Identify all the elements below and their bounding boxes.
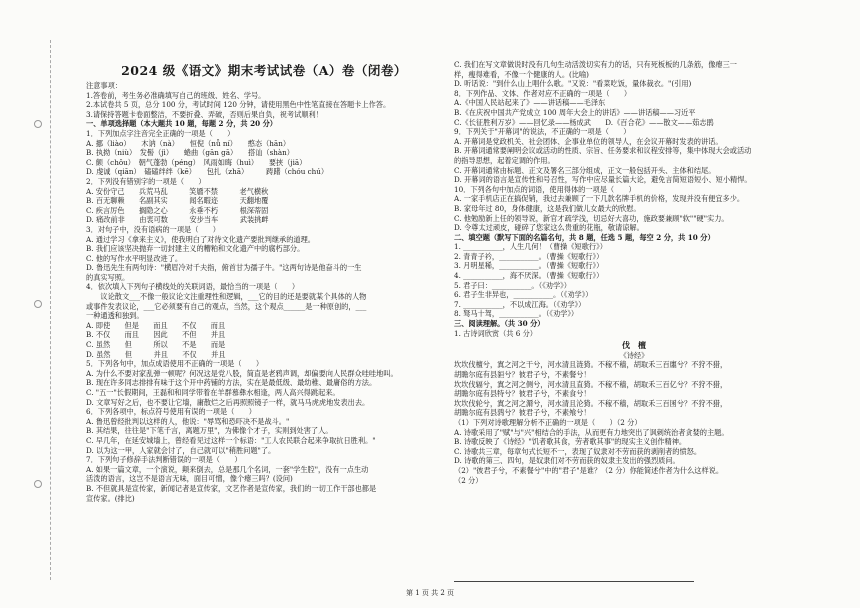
text-line: C. 早几年，在延安城墙上，曾经看见过这样一个标语："工人农民联合起来争取抗日胜利。" [86, 435, 376, 445]
text-line: C. 他的写作水平明显改进了。 [86, 253, 183, 263]
binding-hole [34, 480, 42, 488]
poem-title: 伐 檀 [622, 340, 646, 351]
text-line: C. 诗歌共三章，每章句式长短不一，表现了奴隶对不劳而获的剥削者的愤怒。 [454, 446, 702, 456]
text-line: 或事件发表议论，___它必须要有自己的观点，当然，这个观点______是一种原创的，___ [86, 301, 367, 311]
text-line: A. 鲁迅曾经批判以这样的人，他说："辱骂和恐吓决不是战斗。" [86, 416, 290, 426]
text-line: 2. 青青子衿，___________。（曹操《短歌行》） [454, 251, 604, 261]
text-line: 5．下列各句中，加点成语使用不正确的一项是（ ） [86, 359, 264, 369]
text-line: D. 听话说："到什么山上唱什么歌。"又说："看菜吃饭，量体裁衣。"(引用) [454, 79, 692, 89]
text-line: 8. 驽马十驾，___________。（《劝学》） [454, 309, 579, 319]
text-line: B. 开幕词通常要阐明会议或活动的性质、宗旨、任务要求和议程安排等，集中体现大会或活动 [454, 146, 752, 156]
text-line: B. 诗歌反映了《诗经》"饥者歌其食，劳者歌其事"的现实主义创作精神。 [454, 437, 687, 447]
text-line: 10．下列各句中加点的词语，使用得体的一项是（ ） [454, 184, 636, 194]
text-line: B. 不仅 而且 因此 不但 并且 [86, 330, 226, 340]
poem-source: 《诗经》 [619, 350, 649, 360]
text-line: C. 我们在写文章做说时没有几句生动活泼切实有力的话，只有死板板的几条筋，像瘪三一 [454, 60, 737, 69]
text-line: 1.答卷前，考生务必准确填写自己的班级、姓名、学号。 [86, 90, 266, 100]
text-line: 宣传家。(排比) [86, 493, 135, 503]
text-line: C. 他勉励新上任的领导说，新官才疏学浅，切忌好大喜功，施政要兼顾"软""硬"实力。 [454, 213, 729, 223]
text-line: 6．下列各项中，标点符号使用有误的一项是（ ） [86, 407, 256, 417]
text-line: 的指导思想，起着定调的作用。 [454, 155, 555, 165]
text-line: D. 文章写好之后，也不要让它墙，庸散烂之后再照照镜子一样，就马马虎虎地发表出去。 [86, 397, 370, 407]
text-line: 6. 君子生非异也，___________。（《劝学》） [454, 290, 593, 300]
text-line: 5. 君子曰：___________。（《劝学》） [454, 280, 571, 290]
text-line: A. 为什么不要对家乱弹一顿呢？何况这是党八股，简直是老鸦声调，却偏要向人民群众哇哇地叫。 [86, 368, 398, 378]
text-line: B. 家母年过 80，身体健康，这是我们做儿女最大的欣慰。 [454, 203, 641, 213]
text-line: 3.请保持答题卡卷面整洁，不要折叠、弄破，否则后果自负，祝考试顺利！ [86, 109, 323, 119]
text-line: C. 颇（chǒu） 朝气蓬勃（péng） 风雨如晦（huì） 要挟（jiā） [86, 157, 307, 167]
text-line: C. 疾言厉色 搁隐之心 永垂不朽 根深蒂固 [86, 205, 269, 215]
text-line: A. 诗歌采用了"赋"与"兴"相结合的手法，从而更有力地突出了讽刺统治者贪婪的主题。 [454, 427, 729, 437]
text-line: （2 分） [454, 475, 483, 485]
text-line: 注意事项： [86, 81, 122, 90]
binding-line [50, 40, 51, 580]
text-line: 坎坎伐辐兮，寘之河之侧兮，河水清且直猗。不稼不穑，胡取禾三百亿兮？不狩不猎， [454, 379, 728, 389]
text-line: 1. 古诗词欣赏（共 6 分） [454, 328, 537, 338]
text-line: 样，瘦得难看，不像一个健康的人。(比喻) [454, 69, 589, 79]
page-footer: 第 1 页 共 2 页 [405, 589, 455, 597]
text-line: （1）下列对诗歌理解分析不正确的一项是（ ）（2 分） [454, 417, 642, 427]
text-line: 1．下列加点字注音完全正确的一项是（ ） [86, 128, 235, 138]
text-line: D. 以为这一甲，人家就会讨了，自己就可以"稍胜问题"了。 [86, 445, 276, 455]
text-line: D. 令尊太过顽皮，碰碎了您家这么贵重的花瓶，敬请谅解。 [454, 223, 644, 233]
text-line: B. 执拗（niù） 发髻（jì） 蜷曲（gān gā） 搭讪（shàn） [86, 148, 294, 158]
text-line: 的真实写照。 [86, 272, 130, 282]
text-line: 4．依次填入下列句子横线处的关联词语，最恰当的一项是（ ） [86, 282, 300, 292]
text-line: B. 百无聊赖 名副其实 闻名暇迩 天翻地覆 [86, 196, 269, 206]
text-line: A. 即使 但是 而且 不仅 而且 [86, 320, 226, 330]
text-line: C. 虽然 但 所以 不是 而是 [86, 340, 226, 350]
text-line: 2．下列没有错别字的一项是（ ） [86, 176, 206, 186]
text-line: A. 挪（liào） 木讷（nà） 恒倪（nǚ ní） 憨态（hān） [86, 138, 291, 148]
binding-hole [34, 300, 42, 308]
text-line: C. 开幕词通常由标题、正文及署名三部分组成，正文一般包括开头、主体和结尾。 [454, 165, 716, 175]
left-text-block [86, 81, 442, 503]
text-line: D. 虽然 但 并且 不仅 并且 [86, 349, 226, 359]
text-line: B. 不但就具是宣传家，新闻记者是宣传家，文艺作者是宣传家，我们的一切工作干部也都是 [86, 483, 377, 493]
text-line: A. 通过学习《拿来主义》，使我明白了对待文化遗产要批判继承的道理。 [86, 234, 315, 244]
text-line: （2）"彼君子兮，不素餐兮"中的"君子"是谁？（2 分）你能简述作者为什么这样说。 [454, 465, 724, 475]
text-line: D. 痛改前非 由衷可数 安步当车 武装挑衅 [86, 215, 269, 225]
text-line: 三、阅读理解。（共 30 分） [454, 319, 545, 329]
text-line: D. 诗歌的第三、四句，是奴隶们对不劳而获的奴隶主发出的强烈质问。 [454, 456, 680, 466]
text-line: A. 安份守己 兵荒马乱 笑靥不禁 老气横秋 [86, 186, 269, 196]
text-line: 4. ___________，海不厌深。（曹操《短歌行》） [454, 271, 604, 281]
answer-line [454, 581, 694, 582]
text-line: D. 虔诚（qiān） 磕磕绊绊（kē） 包扎（zhā） 踌躇（chóu chú） [86, 167, 329, 177]
text-line: B.《在庆祝中国共产党成立 100 周年大会上的讲话》——讲话稿——习近平 [454, 107, 696, 117]
text-line: 胡瞻尔庭有县特兮？彼君子兮，不素食兮！ [454, 389, 591, 399]
text-line: C. "五一"长假期间，王磊和和同学带着在羊群慕彝水相逢，两人高兴得跳起来。 [86, 388, 340, 397]
left-column [86, 62, 442, 503]
text-line: D. 鲁迅先生有两句诗："横眉冷对千夫指，俯首甘为孺子牛。"这两句诗是他奋斗的一生 [86, 263, 362, 273]
text-line: 3. 月明星稀，___________。（曹操《短歌行》） [454, 261, 604, 271]
text-line: 活泼的语言，这岂不是语言无味，面目可憎，像个瘪三吗？(设问) [86, 474, 293, 484]
text-line: 9．下列关于"开幕词"的说法，不正确的一项是（ ） [454, 127, 631, 137]
text-line: C.《长征胜利万岁》——回忆录——杨成武 D.《百合花》——散文——茹志鹃 [454, 117, 714, 127]
exam-title: 2024 级《语文》期末考试试卷（A）卷（闭卷） [121, 63, 407, 78]
text-line: B. 我们应该坚决抛弃一切封建主义的糟粕和文化遗产中的腐朽部分。 [86, 244, 305, 254]
text-line: B. 其结果，往往是"下笔千言，离题万里"，为佛像个才子，实则到处害了人。 [86, 426, 333, 436]
text-line: 7. ___________，不以成江海。（《劝学》） [454, 299, 586, 309]
text-line: 二、填空题（默写下面的名篇名句，共 8 题，任选 5 题，每空 2 分，共 10 分） [454, 232, 715, 242]
right-column [454, 60, 814, 485]
right-text-block [454, 60, 814, 338]
text-line: B. 现在许多同志排排有味于这个开中药铺的方法，实在是最低级、最幼稚、最庸俗的方法。 [86, 378, 377, 388]
text-line: A. 一家手机店正在搞促销，我过去兼顾了一下几款名牌手机的价格，发现并没有便宜多少。 [454, 194, 745, 204]
text-line: 3．对句子中，没有语病的一项是（ ） [86, 224, 220, 234]
text-line: 坎坎伐檀兮，寘之河之干兮，河水清且涟猗。不稼不穑，胡取禾三百廛兮？不狩不猎， [454, 360, 728, 370]
binding-hole [34, 120, 42, 128]
text-line: A.《中国人民站起来了》——讲话稿——毛泽东 [454, 98, 606, 108]
text-line: 2.本试卷共 5 页，总分 100 分，考试时间 120 分钟，请使用黑色中性笔直接在答题卡上作答。 [86, 100, 391, 110]
text-line: 一种通透和独到。 [86, 311, 144, 321]
text-line: 7．下列句子修辞手法判断错误的一项是（ ） [86, 455, 242, 465]
text-line: A. 如果一篇文章，一个演说，颠来倒去，总是那几个名词，一套"学生腔"，没有一点生动 [86, 464, 369, 474]
poem-questions [454, 418, 814, 485]
text-line: D. 开幕词的语言是宣传性和号召性，写作中应尽量长篇大论，避免言简短语短小、短小精悍。 [454, 175, 752, 185]
text-line: 1. ___________，人生几何！（曹操《短歌行》） [454, 242, 607, 252]
text-line: 一、单项选择题（本大题共 10 题，每题 2 分，共 20 分） [86, 119, 277, 129]
text-line: A. 开幕词是党政机关、社会团体、企事业单位的领导人，在会议开幕时发表的讲话。 [454, 136, 723, 146]
text-line: 胡瞻尔庭有县貆兮？彼君子兮，不素餐兮！ [454, 370, 591, 379]
poem-body [454, 360, 814, 418]
text-line: 胡瞻尔庭有县鹑兮？彼君子兮，不素飧兮！ [454, 408, 591, 418]
text-line: 8．下列作品、文体、作者对应不正确的一项是（ ） [454, 88, 632, 98]
text-line: 坎坎伐轮兮，寘之河之漘兮，河水清且沦猗。不稼不穑，胡取禾三百囷兮？不狩不猎， [454, 398, 728, 408]
text-line: 议论散文___不像一般议论文注重理性和逻辑，___它的目的还是要就某个具体的人物 [86, 292, 367, 302]
